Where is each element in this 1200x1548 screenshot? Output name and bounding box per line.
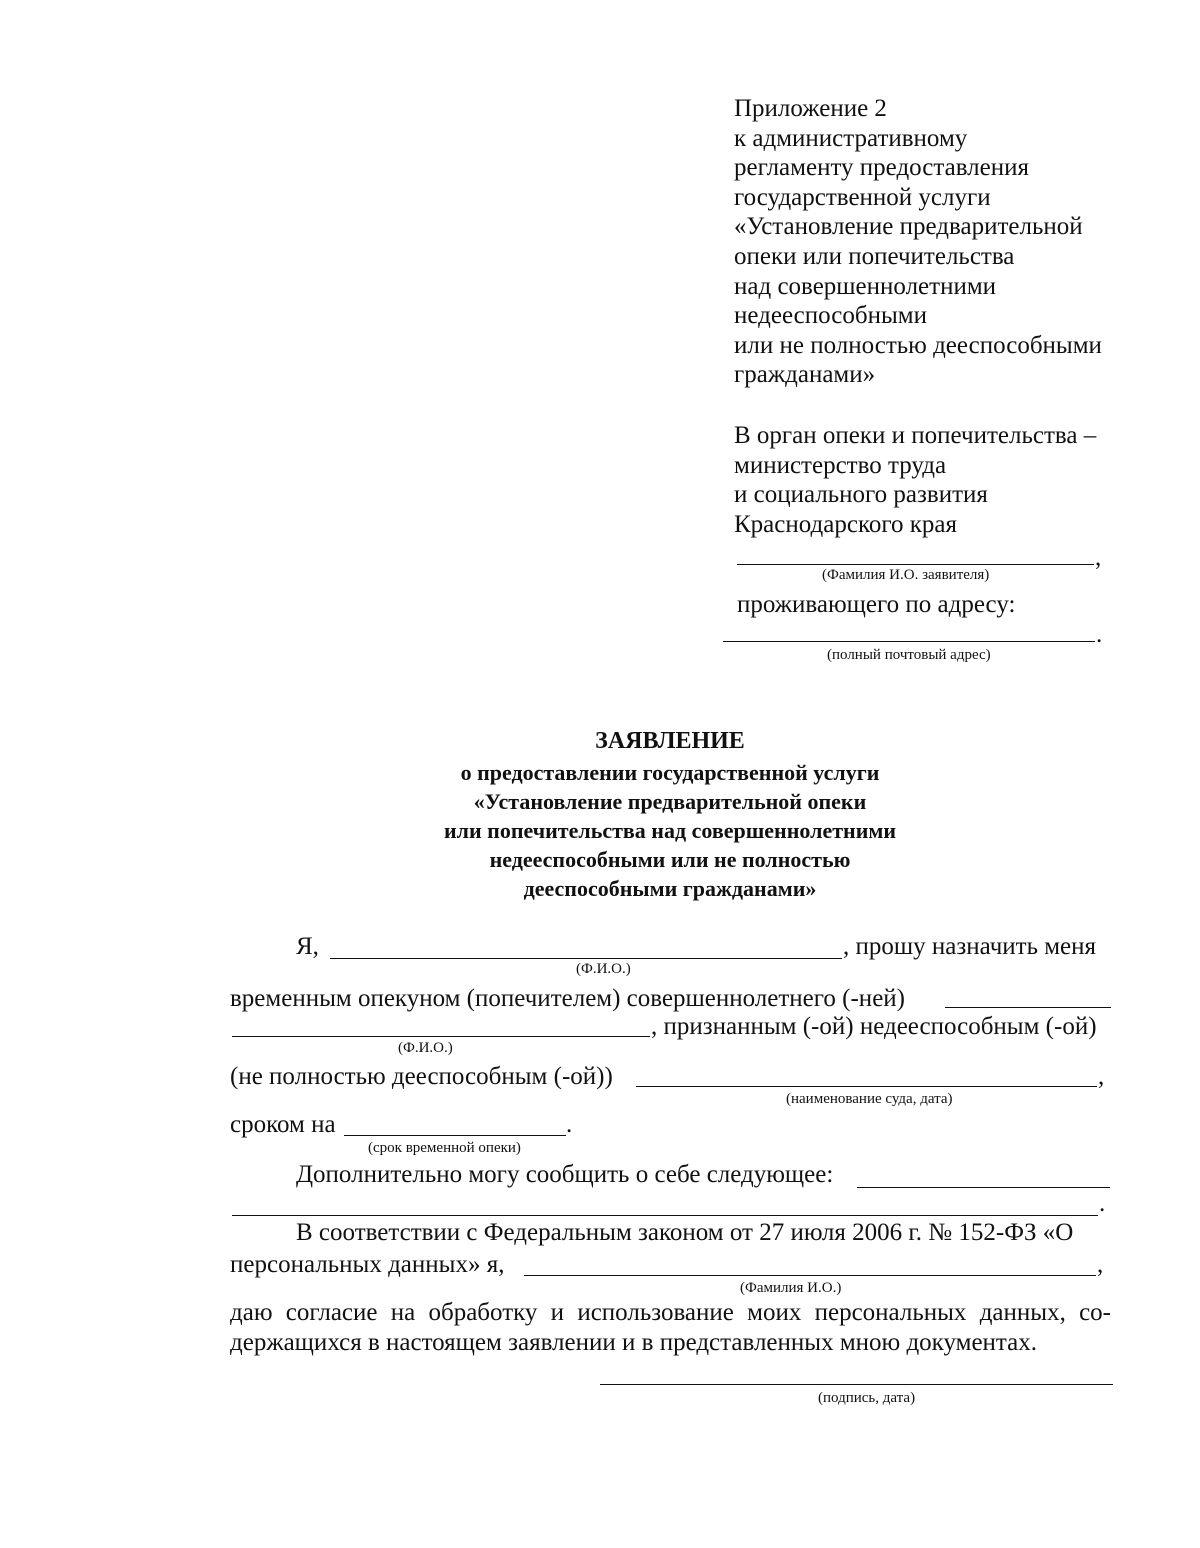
additional-info-text: Дополнительно могу сообщить о себе следующее:: [296, 1161, 834, 1188]
additional-period: .: [1099, 1190, 1106, 1217]
address-caption: (полный почтовый адрес): [827, 647, 991, 663]
i-label: Я,: [296, 933, 319, 960]
addressee-line: министерство труда: [734, 451, 947, 479]
court-field[interactable]: [636, 1086, 1097, 1087]
term-field[interactable]: [344, 1135, 566, 1136]
term-period: .: [566, 1111, 573, 1138]
residing-label: проживающего по адресу:: [737, 591, 1016, 618]
address-period: .: [1096, 621, 1103, 648]
signature-caption: (подпись, дата): [818, 1390, 916, 1406]
title-line: «Установление предварительной опеки: [473, 789, 867, 814]
header-line: к административному: [734, 124, 968, 152]
consent-comma: ,: [1097, 1251, 1104, 1278]
applicant-comma: ,: [1095, 544, 1102, 571]
consent-line: персональных данных» я,: [230, 1251, 505, 1278]
appendix-header: [734, 94, 1154, 390]
request-text: , прошу назначить меня: [843, 933, 1097, 960]
header-line: над совершеннолетними: [734, 272, 997, 300]
term-caption: (срок временной опеки): [368, 1140, 521, 1156]
document-title: ЗАЯВЛЕНИЕ: [595, 728, 745, 754]
header-line: недееспособными: [734, 302, 927, 330]
header-line: «Установление предварительной: [734, 213, 1083, 241]
consent-caption: (Фамилия И.О.): [740, 1280, 842, 1296]
recognized-text: , признанным (-ой) недееспособным (-ой): [651, 1013, 1097, 1040]
consent-line: держащихся в настоящем заявлении и в представленных мною документах.: [230, 1329, 1038, 1356]
title-line: недееспособными или не полностью: [489, 847, 851, 872]
applicant-fio-field[interactable]: [330, 958, 842, 959]
applicant-caption: (Фамилия И.О. заявителя): [822, 567, 990, 583]
consent-name-field[interactable]: [524, 1275, 1096, 1276]
applicant-name-field[interactable]: [737, 564, 1094, 565]
addressee-block: [734, 421, 1154, 539]
court-comma: ,: [1098, 1063, 1105, 1090]
title-line: о предоставлении государственной услуги: [460, 760, 880, 785]
header-line: государственной услуги: [734, 183, 991, 211]
addressee-line: В орган опеки и попечительства –: [734, 422, 1097, 449]
address-field[interactable]: [723, 641, 1095, 642]
ward-fio-field-part1[interactable]: [945, 1007, 1111, 1008]
header-line: гражданами»: [734, 361, 876, 389]
title-line: дееспособными гражданами»: [523, 876, 817, 901]
consent-line: даю согласие на обработку и использование моих персональных данных, со-: [230, 1299, 1111, 1326]
signature-field[interactable]: [600, 1384, 1113, 1385]
additional-info-field-part1[interactable]: [857, 1187, 1110, 1188]
ward-fio-field-part2[interactable]: [232, 1036, 650, 1037]
addressee-line: Краснодарского края: [734, 510, 957, 538]
addressee-line: и социального развития: [734, 481, 988, 509]
header-line: Приложение 2: [734, 95, 887, 122]
fio-caption: (Ф.И.О.): [398, 1040, 453, 1056]
title-line: или попечительства над совершеннолетними: [443, 818, 897, 843]
guardian-text: временным опекуном (попечителем) совершеннолетнего (-ней): [230, 985, 905, 1012]
header-line: регламенту предоставления: [734, 154, 1030, 182]
header-line: или не полностью дееспособными: [734, 331, 1102, 359]
term-label: сроком на: [230, 1111, 336, 1138]
consent-line: В соответствии с Федеральным законом от 27 июля 2006 г. № 152-ФЗ «О: [296, 1219, 1074, 1246]
header-line: опеки или попечительства: [734, 242, 1015, 270]
court-caption: (наименование суда, дата): [786, 1091, 953, 1107]
additional-info-field-part2[interactable]: [232, 1215, 1098, 1216]
fio-caption: (Ф.И.О.): [576, 961, 631, 977]
partial-capacity-text: (не полностью дееспособным (-ой)): [230, 1063, 613, 1090]
